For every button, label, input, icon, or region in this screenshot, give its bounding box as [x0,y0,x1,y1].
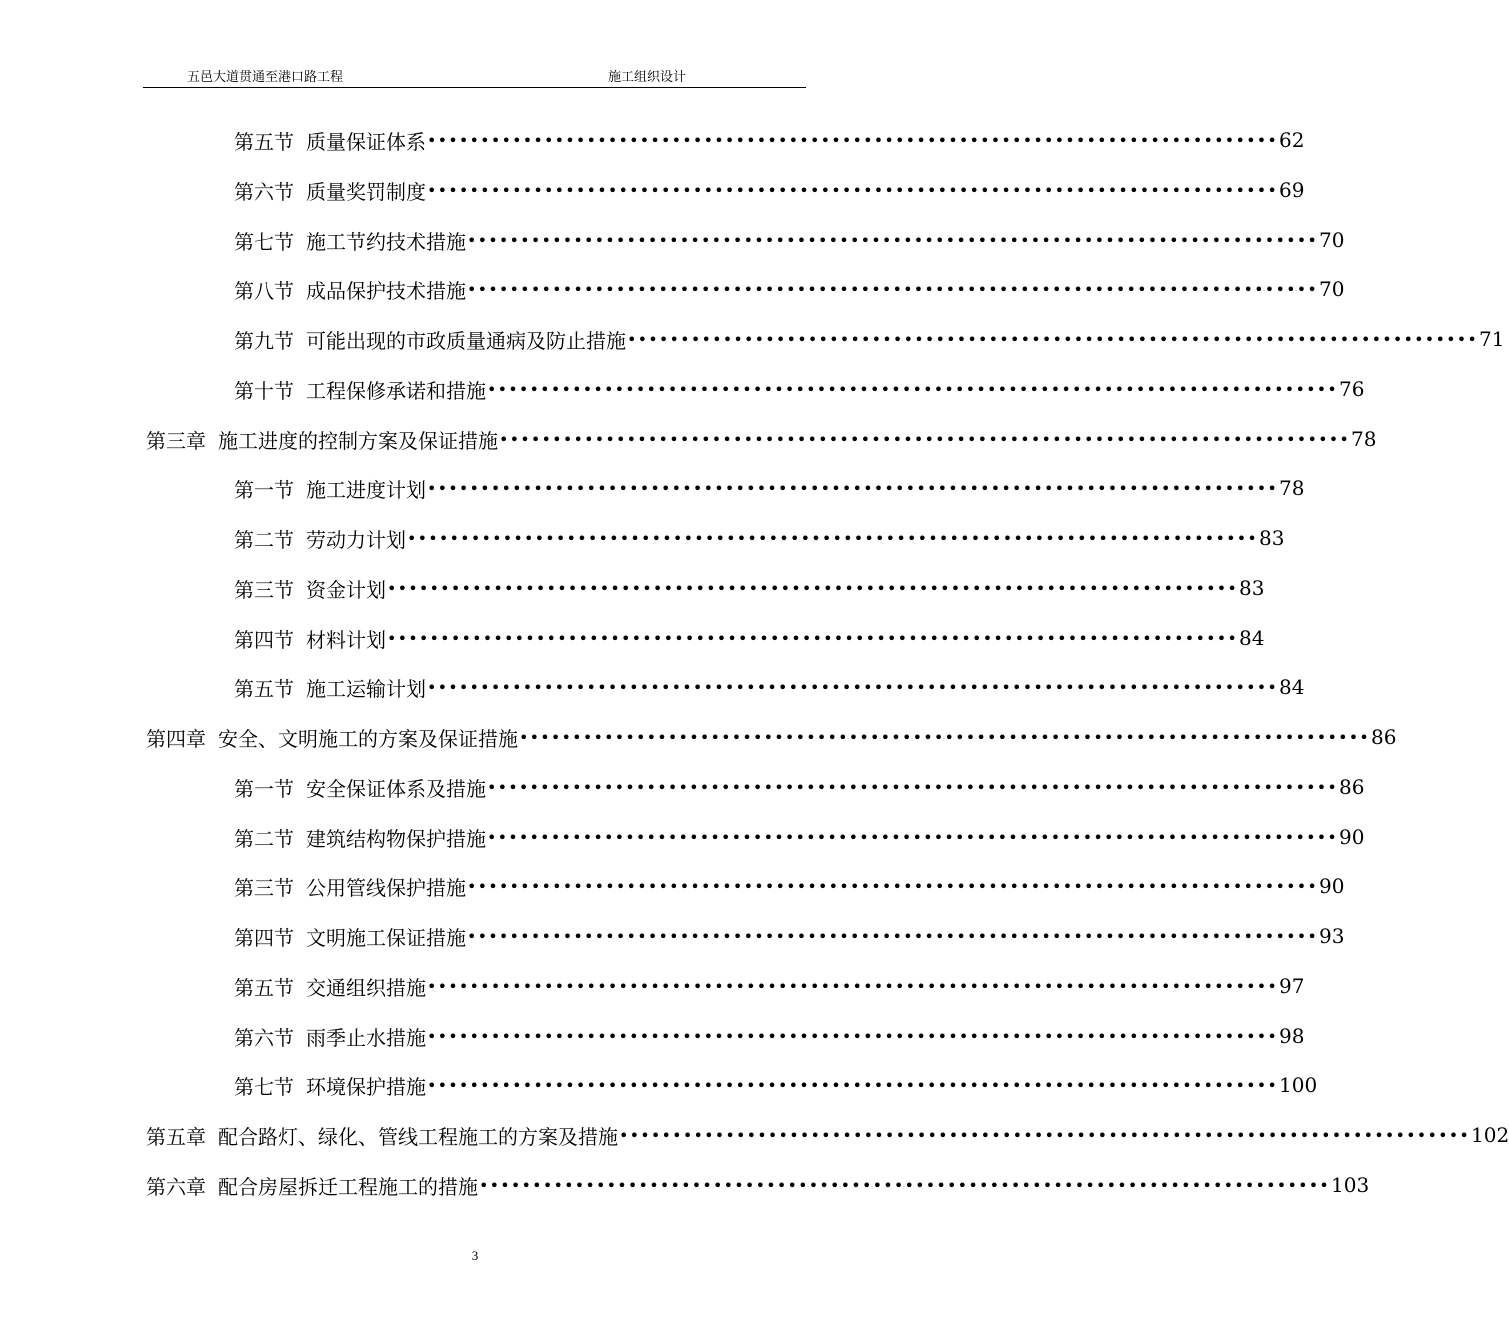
toc-entry-title: 安全、文明施工的方案及保证措施 [218,726,518,751]
toc-leader-dots: •••••••••••••••••••••••••••••••••••••••••••••••••••••••••••••••••••••••••••••••• [627,329,1478,349]
toc-entry-page: 83 [1259,526,1285,550]
toc-leader-dots: •••••••••••••••••••••••••••••••••••••••••••••••••••••••••••••••••••••••••••••••• [467,279,1318,299]
header-divider [143,87,806,88]
toc-entry-title: 施工节约技术措施 [306,229,466,254]
toc-section-entry [234,323,1505,355]
toc-entry-page: 97 [1279,974,1305,998]
toc-entry-title: 资金计划 [306,577,386,602]
toc-entry-title: 可能出现的市政质量通病及防止措施 [306,328,626,353]
toc-entry-title: 交通组织措施 [306,975,426,1000]
toc-entry-number: 第三节 [234,577,294,602]
toc-section-entry [234,970,1305,1002]
toc-leader-dots: •••••••••••••••••••••••••••••••••••••••••••••••••••••••••••••••••••••••••••••••• [427,1075,1278,1095]
toc-section-entry [234,771,1365,803]
toc-leader-dots: •••••••••••••••••••••••••••••••••••••••••••••••••••••••••••••••••••••••••••••••• [427,180,1278,200]
toc-leader-dots: •••••••••••••••••••••••••••••••••••••••••••••••••••••••••••••••••••••••••••••••• [619,1125,1470,1145]
toc-leader-dots: •••••••••••••••••••••••••••••••••••••••••••••••••••••••••••••••••••••••••••••••• [487,777,1338,797]
toc-entry-number: 第三章 [146,428,206,453]
toc-section-entry [234,572,1265,604]
header-document-type: 施工组织设计 [608,70,687,85]
toc-entry-page: 90 [1319,874,1345,898]
toc-leader-dots: •••••••••••••••••••••••••••••••••••••••••••••••••••••••••••••••••••••••••••••••• [467,926,1318,946]
toc-entry-page: 70 [1319,228,1345,252]
toc-leader-dots: •••••••••••••••••••••••••••••••••••••••••••••••••••••••••••••••••••••••••••••••• [407,528,1258,548]
toc-entry-title: 工程保修承诺和措施 [306,378,486,403]
toc-entry-number: 第八节 [234,278,294,303]
toc-entry-title: 配合路灯、绿化、管线工程施工的方案及措施 [218,1124,618,1149]
toc-entry-title: 公用管线保护措施 [306,875,466,900]
toc-section-entry [234,870,1345,902]
toc-entry-number: 第五节 [234,975,294,1000]
toc-section-entry [234,622,1265,654]
toc-leader-dots: •••••••••••••••••••••••••••••••••••••••••••••••••••••••••••••••••••••••••••••••• [467,876,1318,896]
toc-entry-title: 质量保证体系 [306,129,426,154]
toc-entry-title: 雨季止水措施 [306,1025,426,1050]
toc-leader-dots: •••••••••••••••••••••••••••••••••••••••••••••••••••••••••••••••••••••••••••••••• [499,429,1350,449]
toc-entry-title: 质量奖罚制度 [306,179,426,204]
toc-entry-page: 90 [1339,825,1365,849]
toc-entry-page: 100 [1279,1073,1318,1097]
toc-entry-page: 98 [1279,1024,1305,1048]
page-header [143,66,806,88]
toc-section-entry [234,273,1345,305]
toc-chapter-entry [146,423,1377,455]
toc-entry-number: 第三节 [234,875,294,900]
toc-entry-number: 第五节 [234,676,294,701]
toc-entry-page: 62 [1279,128,1305,152]
toc-entry-number: 第九节 [234,328,294,353]
toc-entry-number: 第七节 [234,1074,294,1099]
toc-leader-dots: •••••••••••••••••••••••••••••••••••••••••••••••••••••••••••••••••••••••••••••••• [387,628,1238,648]
toc-section-entry [234,1069,1318,1101]
toc-entry-title: 环境保护措施 [306,1074,426,1099]
toc-entry-page: 102 [1471,1123,1509,1147]
toc-entry-number: 第四节 [234,627,294,652]
toc-entry-page: 84 [1279,675,1305,699]
toc-entry-number: 第二节 [234,527,294,552]
toc-section-entry [234,124,1305,156]
toc-entry-title: 施工进度的控制方案及保证措施 [218,428,498,453]
toc-entry-page: 69 [1279,178,1305,202]
toc-entry-number: 第一节 [234,477,294,502]
toc-entry-number: 第五节 [234,129,294,154]
toc-leader-dots: •••••••••••••••••••••••••••••••••••••••••••••••••••••••••••••••••••••••••••••••• [387,578,1238,598]
toc-entry-number: 第六章 [146,1174,206,1199]
toc-entry-title: 安全保证体系及措施 [306,776,486,801]
toc-section-entry [234,920,1345,952]
toc-leader-dots: •••••••••••••••••••••••••••••••••••••••••••••••••••••••••••••••••••••••••••••••• [487,379,1338,399]
toc-entry-title: 施工运输计划 [306,676,426,701]
toc-section-entry [234,671,1305,703]
toc-entry-number: 第四章 [146,726,206,751]
toc-entry-page: 71 [1479,327,1505,351]
toc-entry-title: 劳动力计划 [306,527,406,552]
toc-leader-dots: •••••••••••••••••••••••••••••••••••••••••••••••••••••••••••••••••••••••••••••••• [427,478,1278,498]
toc-entry-number: 第五章 [146,1124,206,1149]
toc-entry-page: 70 [1319,277,1345,301]
toc-leader-dots: •••••••••••••••••••••••••••••••••••••••••••••••••••••••••••••••••••••••••••••••• [479,1175,1330,1195]
page-number: 3 [471,1248,479,1263]
toc-entry-title: 文明施工保证措施 [306,925,466,950]
toc-entry-page: 78 [1351,427,1377,451]
toc-entry-title: 建筑结构物保护措施 [306,826,486,851]
header-project-title: 五邑大道贯通至港口路工程 [187,70,344,85]
toc-entry-title: 成品保护技术措施 [306,278,466,303]
toc-entry-number: 第十节 [234,378,294,403]
toc-chapter-entry [146,1119,1509,1151]
toc-section-entry [234,1020,1305,1052]
toc-section-entry [234,821,1365,853]
toc-leader-dots: •••••••••••••••••••••••••••••••••••••••••••••••••••••••••••••••••••••••••••••••• [427,1026,1278,1046]
toc-chapter-entry [146,721,1397,753]
toc-section-entry [234,174,1305,206]
toc-entry-page: 93 [1319,924,1345,948]
toc-leader-dots: •••••••••••••••••••••••••••••••••••••••••••••••••••••••••••••••••••••••••••••••• [519,727,1370,747]
toc-leader-dots: •••••••••••••••••••••••••••••••••••••••••••••••••••••••••••••••••••••••••••••••• [427,130,1278,150]
toc-entry-number: 第一节 [234,776,294,801]
toc-section-entry [234,522,1285,554]
toc-leader-dots: •••••••••••••••••••••••••••••••••••••••••••••••••••••••••••••••••••••••••••••••• [427,677,1278,697]
toc-leader-dots: •••••••••••••••••••••••••••••••••••••••••••••••••••••••••••••••••••••••••••••••• [487,827,1338,847]
toc-entry-page: 83 [1239,576,1265,600]
toc-entry-page: 76 [1339,377,1365,401]
toc-entry-number: 第七节 [234,229,294,254]
toc-entry-number: 第六节 [234,1025,294,1050]
toc-entry-title: 施工进度计划 [306,477,426,502]
toc-section-entry [234,373,1365,405]
toc-entry-number: 第四节 [234,925,294,950]
toc-section-entry [234,224,1345,256]
toc-chapter-entry [146,1169,1370,1201]
toc-entry-page: 103 [1331,1173,1370,1197]
toc-leader-dots: •••••••••••••••••••••••••••••••••••••••••••••••••••••••••••••••••••••••••••••••• [467,230,1318,250]
toc-entry-title: 配合房屋拆迁工程施工的措施 [218,1174,478,1199]
toc-entry-page: 86 [1371,725,1397,749]
toc-entry-title: 材料计划 [306,627,386,652]
toc-entry-page: 86 [1339,775,1365,799]
toc-entry-number: 第六节 [234,179,294,204]
toc-section-entry [234,472,1305,504]
toc-leader-dots: •••••••••••••••••••••••••••••••••••••••••••••••••••••••••••••••••••••••••••••••• [427,976,1278,996]
toc-entry-page: 78 [1279,476,1305,500]
toc-entry-page: 84 [1239,626,1265,650]
toc-entry-number: 第二节 [234,826,294,851]
